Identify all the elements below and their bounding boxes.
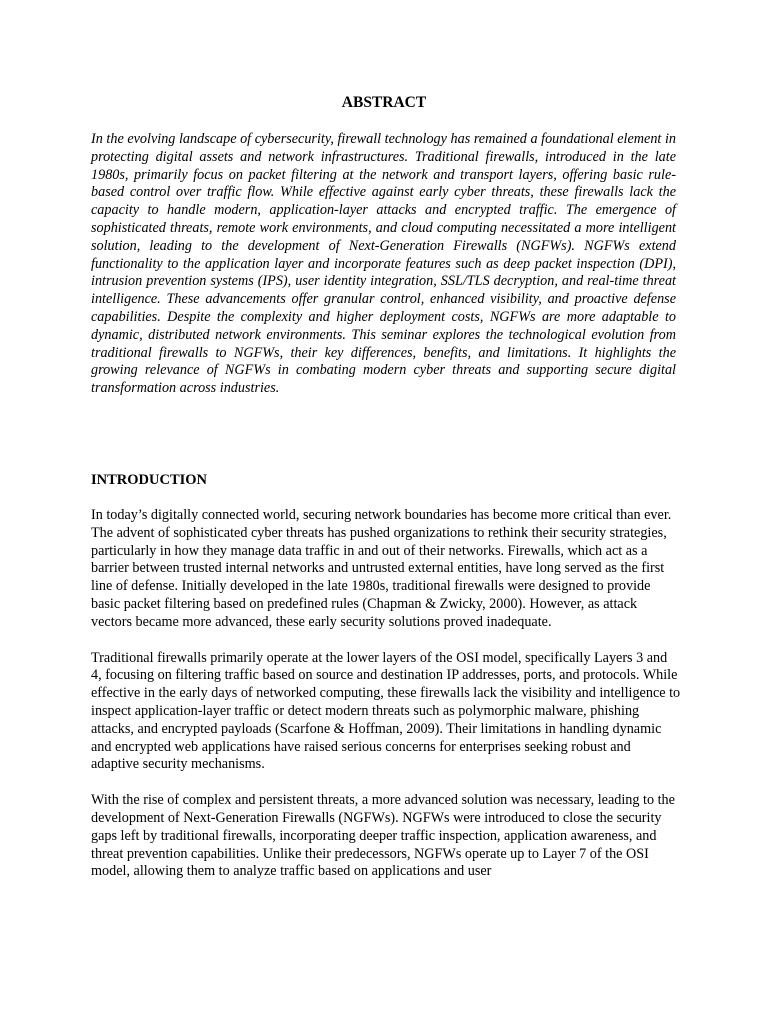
- introduction-paragraph-2: Traditional firewalls primarily operate at the lower layers of the OSI model, specifically Layers 3 and 4, focusing on filtering traffic based on source and destination IP addresses, ports, and protocols. While effective in the early days of networked computing, these firewalls lack the visibility and intelligence to inspect application-layer traffic or detect modern threats such as polymorphic malware, phishing attacks, and encrypted payloads (Scarfone & Hoffman, 2009). Their limitations in handling dynamic and encrypted web applications have raised serious concerns for enterprises seeking robust and adaptive security mechanisms.: [91, 649, 681, 773]
- introduction-paragraph-1: In today’s digitally connected world, securing network boundaries has become more critical than ever. The advent of sophisticated cyber threats has pushed organizations to rethink their security strategies, particularly in how they manage data traffic in and out of their networks. Firewalls, which act as a barrier between trusted internal networks and untrusted external entities, have long served as the first line of defense. Initially developed in the late 1980s, traditional firewalls were designed to provide basic packet filtering based on predefined rules (Chapman & Zwicky, 2000). However, as attack vectors became more advanced, these early security solutions proved inadequate.: [91, 507, 672, 630]
- introduction-heading: INTRODUCTION: [91, 472, 208, 488]
- introduction-paragraph-3: With the rise of complex and persistent threats, a more advanced solution was necessary, leading to the development of Next-Generation Firewalls (NGFWs). NGFWs were introduced to close the security gaps left by traditional firewalls, incorporating deeper traffic inspection, application awareness, and threat prevention capabilities. Unlike their predecessors, NGFWs operate up to Layer 7 of the OSI model, allowing them to analyze traffic based on applications and user: [91, 792, 675, 880]
- abstract-heading: ABSTRACT: [341, 94, 427, 111]
- introduction-body: [91, 507, 681, 899]
- abstract-paragraph: In the evolving landscape of cybersecurity, firewall technology has remained a foundational element in protecting digital assets and network infrastructures. Traditional firewalls, introduced in the late 1980s, primarily focus on packet filtering at the network and transport layers, offering basic rule-based control over traffic flow. While effective against early cyber threats, these firewalls lack the capacity to handle modern, application-layer attacks and encrypted traffic. The emergence of sophisticated threats, remote work environments, and cloud computing necessitated a more intelligent solution, leading to the development of Next-Generation Firewalls (NGFWs). NGFWs extend functionality to the application layer and incorporate features such as deep packet inspection (DPI), intrusion prevention systems (IPS), user identity integration, SSL/TLS decryption, and real-time threat intelligence. These advancements offer granular control, enhanced visibility, and proactive defense capabilities. Despite the complexity and higher deployment costs, NGFWs are more adaptable to dynamic, distributed network environments. This seminar explores the technological evolution from traditional firewalls to NGFWs, their key differences, benefits, and limitations. It highlights the growing relevance of NGFWs in combating modern cyber threats and supporting secure digital transformation across industries.: [91, 131, 676, 397]
